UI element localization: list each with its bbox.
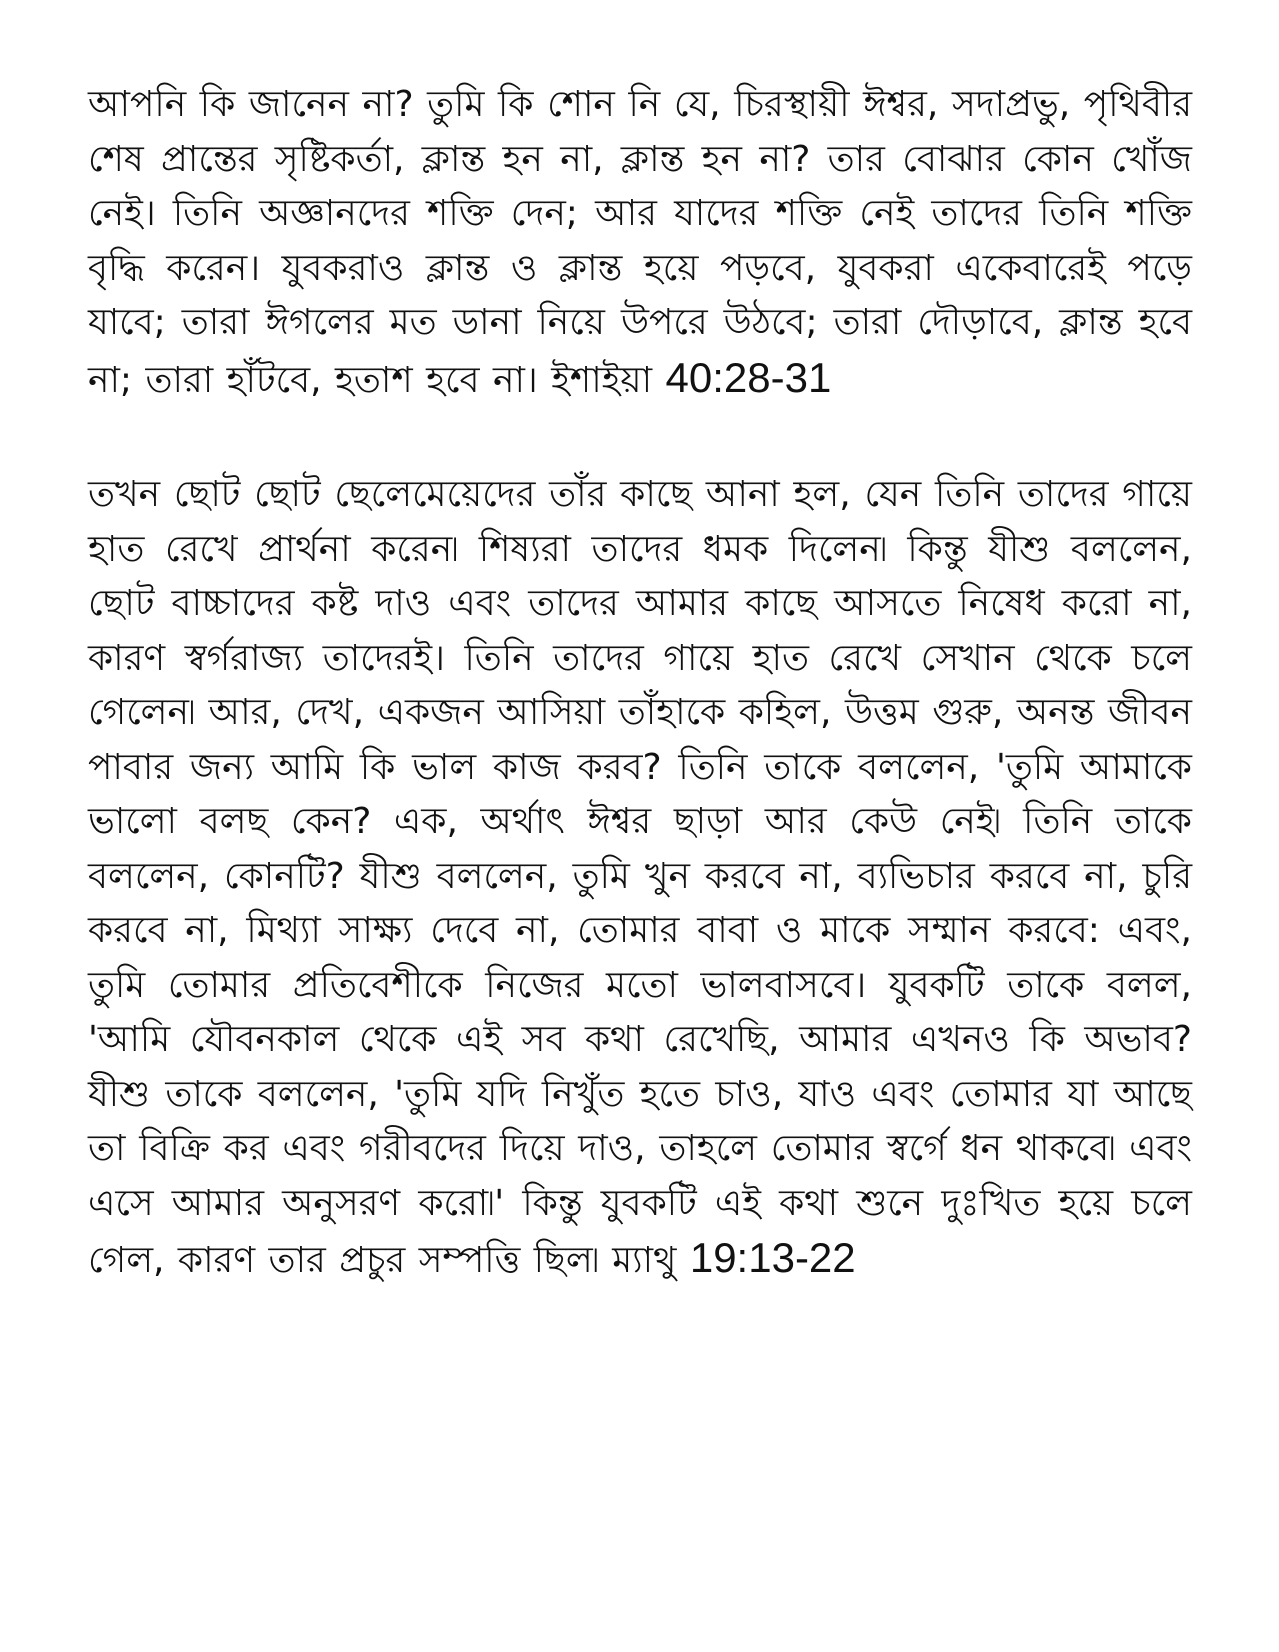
passage-matthew <box>88 468 1192 1289</box>
verse-reference: 19:13-22 <box>689 1234 856 1281</box>
document-page <box>88 78 1192 1289</box>
paragraph-gap <box>88 408 1192 468</box>
passage-text <box>88 78 1192 408</box>
passage-text <box>88 468 1192 1289</box>
verse-reference: 40:28-31 <box>665 353 832 401</box>
passage-body: আপনি কি জানেন না? তুমি কি শোন নি যে, চিরস্থায়ী ঈশ্বর, সদাপ্রভু, পৃথিবীর শেষ প্রান্তের সৃষ্টিকর্তা, ক্লান্ত হন না, ক্লান্ত হন না? তার বোঝার কোন খোঁজ নেই। তিনি অজ্ঞানদের শক্তি দেন; আর যাদের শক্তি নেই তাদের তিনি শক্তি বৃদ্ধি করেন। যুবকরাও ক্লান্ত ও ক্লান্ত হয়ে পড়বে, যুবকরা একেবারেই পড়ে যাবে; তারা ঈগলের মত ডানা নিয়ে উপরে উঠবে; তারা দৌড়াবে, ক্লান্ত হবে না; তারা হাঁটবে, হতাশ হবে না। ইশাইয়া <box>88 84 1192 401</box>
passage-body: তখন ছোট ছোট ছেলেমেয়েদের তাঁর কাছে আনা হল, যেন তিনি তাদের গায়ে হাত রেখে প্রার্থনা করেন৷ শিষ্যরা তাদের ধমক দিলেন৷ কিন্তু যীশু বললেন, ছোট বাচ্চাদের কষ্ট দাও এবং তাদের আমার কাছে আসতে নিষেধ করো না, কারণ স্বর্গরাজ্য তাদেরই। তিনি তাদের গায়ে হাত রেখে সেখান থেকে চলে গেলেন৷ আর, দেখ, একজন আসিয়া তাঁহাকে কহিল, উত্তম গুরু, অনন্ত জীবন পাবার জন্য আমি কি ভাল কাজ করব? তিনি তাকে বললেন, 'তুমি আমাকে ভালো বলছ কেন? এক, অর্থাৎ ঈশ্বর ছাড়া আর কেউ নেই৷ তিনি তাকে বললেন, কোনটি? যীশু বললেন, তুমি খুন করবে না, ব্যভিচার করবে না, চুরি করবে না, মিথ্যা সাক্ষ্য দেবে না, তোমার বাবা ও মাকে সম্মান করবে: এবং, তুমি তোমার প্রতিবেশীকে নিজের মতো ভালবাসবে। যুবকটি তাকে বলল, 'আমি যৌবনকাল থেকে এই সব কথা রেখেছি, আমার এখনও কি অভাব? যীশু তাকে বললেন, 'তুমি যদি নিখুঁত হতে চাও, যাও এবং তোমার যা আছে তা বিক্রি কর এবং গরীবদের দিয়ে দাও, তাহলে তোমার স্বর্গে ধন থাকবে৷ এবং এসে আমার অনুসরণ করো৷' কিন্তু যুবকটি এই কথা শুনে দুঃখিত হয়ে চলে গেল, কারণ তার প্রচুর সম্পত্তি ছিল৷ ম্যাথু <box>88 474 1192 1281</box>
passage-isaiah <box>88 78 1192 408</box>
